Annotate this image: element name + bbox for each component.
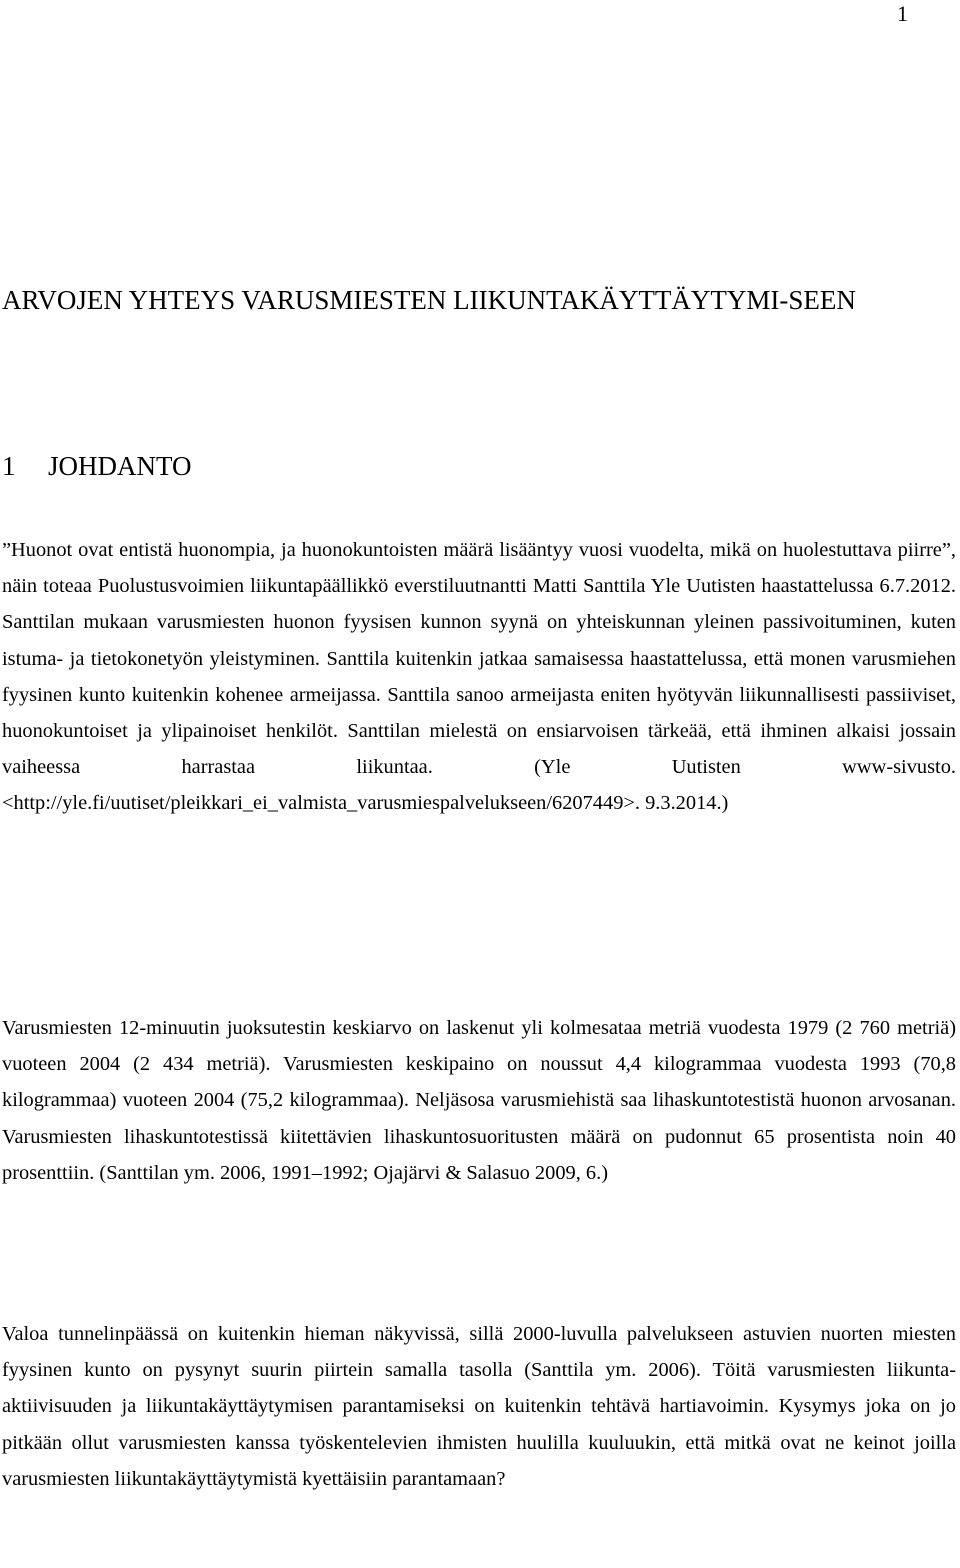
paragraph-2: Varusmiesten 12-minuutin juoksutestin keskiarvo on laskenut yli kolmesataa metriä vuodesta 1979 (2 760 metriä) vuoteen 2004 (2 434 metriä). Varusmiesten keskipaino on noussut 4,4 kilogrammaa vuodesta 1993 (70,8 kilogrammaa) vuoteen 2004 (75,2 kilogrammaa). Neljäsosa varusmiehistä saa lihaskuntotestistä huonon arvosanan. Varusmiesten lihaskuntotestissä kiitettävien lihaskuntosuoritusten määrä on pudonnut 65 prosentista noin 40 prosenttiin. (Santtilan ym. 2006, 1991–1992; Ojajärvi & Salasuo 2009, 6.) (2, 1017, 956, 1184)
paragraph-3: Valoa tunnelinpäässä on kuitenkin hieman näkyvissä, sillä 2000-luvulla palvelukseen astuvien nuorten miesten fyysinen kunto on pysynyt suurin piirtein samalla tasolla (Santtila ym. 2006). Töitä varusmiesten liikunta-aktiivisuuden ja liikuntakäyttäytymisen parantamiseksi on kuitenkin tehtävä hartiavoimin. Kysymys joka on jo pitkään ollut varusmiesten kanssa työskentelevien ihmisten huulilla kuuluukin, että mitkä ovat ne keinot joilla varusmiesten liikuntakäyttäytymistä kyettäisiin parantamaan? (2, 1323, 956, 1490)
section-title: JOHDANTO (48, 451, 192, 481)
section-heading (2, 446, 192, 486)
paragraph-1: ”Huonot ovat entistä huonompia, ja huonokuntoisten määrä lisääntyy vuosi vuodelta, mikä on huolestuttava piirre”, näin toteaa Puolustusvoimien liikuntapäällikkö everstiluutnantti Matti Santtila Yle Uutisten haastattelussa 6.7.2012. Santtilan mukaan varusmiesten huonon fyysisen kunnon syynä on yhteiskunnan yleinen passivoituminen, kuten istuma- ja tietokonetyön yleistyminen. Santtila kuitenkin jatkaa samaisessa haastattelussa, että monen varusmiehen fyysinen kunto kuitenkin kohenee armeijassa. Santtila sanoo armeijasta eniten hyötyvän liikunnallisesti passiiviset, huonokuntoiset ja ylipainoiset henkilöt. Santtilan mielestä on ensiarvoisen tärkeää, että ihminen alkaisi jossain vaiheessa harrastaa liikuntaa. (Yle Uutisten www-sivusto.<http://yle.fi/uutiset/pleikkari_ei_valmista_varusmiespalvelukseen/6207449>. 9.3.2014.) (2, 539, 956, 815)
section-number: 1 (2, 451, 16, 481)
document-title: ARVOJEN YHTEYS VARUSMIESTEN LIIKUNTAKÄYTTÄYTYMI-SEEN (2, 285, 856, 315)
page-number: 1 (897, 1, 908, 26)
